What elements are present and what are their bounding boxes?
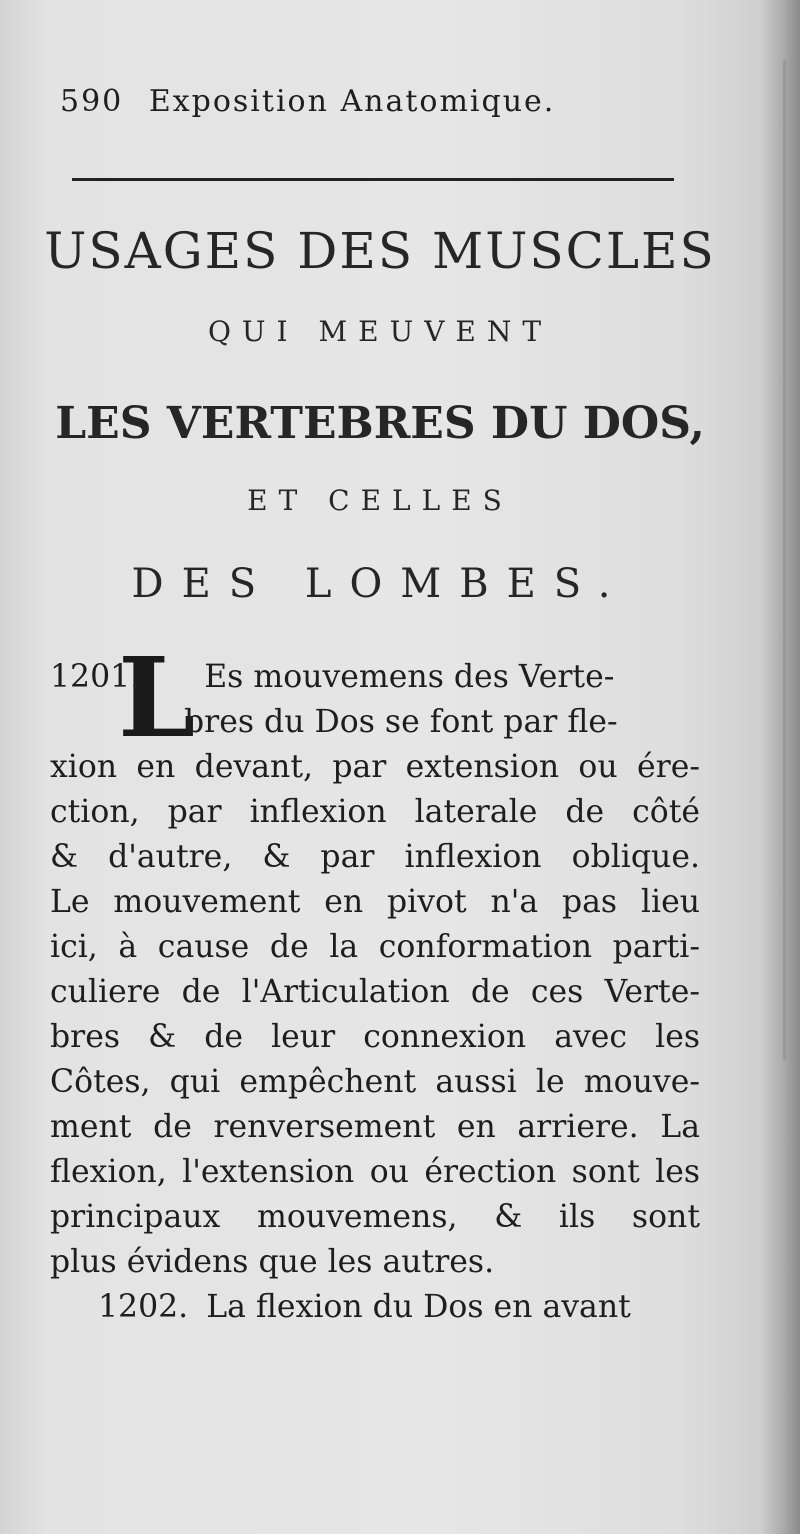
running-head: [60, 84, 700, 119]
heading-line-1: USAGES DES MUSCLES: [44, 222, 716, 280]
paragraph-number-1201: 1201.: [50, 659, 141, 695]
text-line-1: Es mouvemens des Verte-: [204, 659, 615, 695]
heading-line-2: QUI MEUVENT: [207, 315, 553, 348]
paragraph-1201: [50, 633, 700, 1330]
text-line-4: ction, par inflexion laterale de côté: [50, 794, 700, 830]
drop-cap: L: [118, 633, 196, 762]
text-line-11: ment de renversement en arriere. La: [50, 1109, 700, 1145]
heading-line-5: DES LOMBES.: [131, 561, 629, 607]
paragraph-number-1202: 1202.: [98, 1289, 189, 1325]
text-line-9: bres & de leur connexion avec les: [50, 1019, 700, 1055]
paragraph-1202-text: La flexion du Dos en avant: [206, 1289, 631, 1325]
heading-line-4: ET CELLES: [247, 484, 513, 517]
text-line-7: ici, à cause de la conformation parti-: [50, 929, 700, 965]
text-line-14: plus évidens que les autres.: [50, 1244, 495, 1280]
paragraph-1202: [50, 1285, 700, 1330]
running-title: Exposition Anatomique.: [148, 84, 556, 119]
page-edge-line: [783, 60, 786, 1060]
text-line: [50, 655, 700, 700]
text-line-5: & d'autre, & par inflexion oblique.: [50, 839, 700, 875]
header-rule: [72, 178, 674, 181]
text-line-6: Le mouvement en pivot n'a pas lieu: [50, 884, 700, 920]
text-line-8: culiere de l'Articulation de ces Verte-: [50, 974, 700, 1010]
text-line-13: principaux mouvemens, & ils sont: [50, 1199, 700, 1235]
text-line: [50, 700, 700, 745]
text-line-2: bres du Dos se font par fle-: [184, 704, 618, 740]
page-number: 590: [60, 84, 124, 119]
page-edge-shadow: [760, 0, 800, 1534]
heading-line-3: LES VERTEBRES DU DOS,: [55, 398, 705, 449]
text-line-10: Côtes, qui empêchent aussi le mouve-: [50, 1064, 700, 1100]
text-line-3: xion en devant, par extension ou ére-: [50, 749, 700, 785]
text-line-12: flexion, l'extension ou érection sont les: [50, 1154, 700, 1190]
